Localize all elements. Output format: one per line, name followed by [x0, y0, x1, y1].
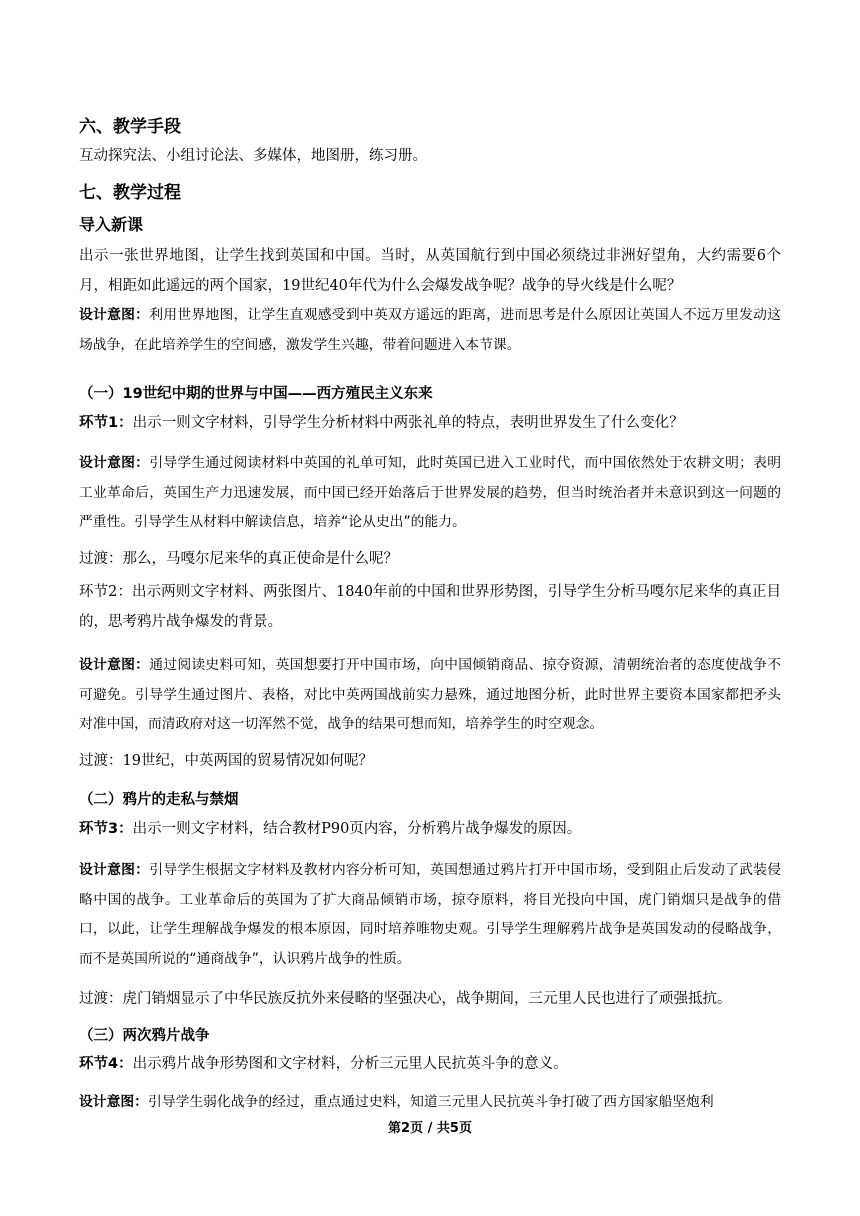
section-6-title: 六、教学手段: [79, 117, 181, 137]
design-text: 通过阅读史料可知，英国想要打开中国市场，向中国倾销商品、掠夺资源，清朝统治者的态度使战争不可避免。引导学生通过图片、表格，对比中英两国战前实力悬殊，通过地图分析，此时世界主要资本国家都把矛头对准中国，而清政府对这一切浑然不觉，战争的结果可想而知，培养学生的时空观念。: [79, 657, 782, 732]
step-3-paragraph: [79, 815, 781, 845]
step-text: 出示一则文字材料，引导学生分析材料中两张礼单的特点，表明世界发生了什么变化？: [132, 415, 684, 431]
transition-1: 过渡：那么，马嘎尔尼来华的真正使命是什么呢？: [79, 551, 398, 567]
design-text: 引导学生弱化战争的经过，重点通过史料，知道三元里人民抗英斗争打破了西方国家船坚炮利: [147, 1094, 714, 1110]
page-footer: 第2页 / 共5页: [388, 1121, 472, 1136]
step-3-design-paragraph: [79, 856, 781, 974]
step-1-design-paragraph: [79, 449, 781, 538]
design-label: 设计意图：: [79, 455, 150, 471]
step-label: 环节3：: [79, 821, 133, 837]
design-label: 设计意图：: [79, 862, 150, 878]
design-label: 设计意图：: [79, 1094, 148, 1110]
part-3-title: （三）两次鸦片战争: [79, 1028, 210, 1044]
design-label: 设计意图：: [79, 657, 150, 673]
section-7-title: 七、教学过程: [79, 183, 181, 203]
section-6-text: 互动探究法、小组讨论法、多媒体，地图册，练习册。: [79, 148, 427, 164]
intro-design-paragraph: [79, 301, 781, 360]
design-text: 引导学生通过阅读材料中英国的礼单可知，此时英国已进入工业时代，而中国依然处于农耕文明；表明工业革命后，英国生产力迅速发展，而中国已经开始落后于世界发展的趋势，但当时统治者并未意识到这一问题的严重性。引导学生从材料中解读信息，培养“论从史出”的能力。: [79, 455, 782, 530]
part-2-title: （二）鸦片的走私与禁烟: [79, 792, 239, 808]
part-1-title: （一）19世纪中期的世界与中国——西方殖民主义东来: [79, 386, 433, 402]
intro-title: 导入新课: [79, 215, 144, 234]
document-page: [79, 0, 781, 1216]
design-text: 引导学生根据文字材料及教材内容分析可知，英国想通过鸦片打开中国市场，受到阻止后发动了武装侵略中国的战争。工业革命后的英国为了扩大商品倾销市场，掠夺原料，将目光投向中国，虎门销烟只是战争的借口，以此，让学生理解战争爆发的根本原因，同时培养唯物史观。引导学生理解鸦片战争是英国发动的侵略战争，而不是英国所说的“通商战争”，认识鸦片战争的性质。: [79, 862, 782, 967]
step-label: 环节1：: [79, 415, 133, 431]
design-text: 利用世界地图，让学生直观感受到中英双方遥远的距离，进而思考是什么原因让英国人不远万里发动这场战争，在此培养学生的空间感，激发学生兴趣，带着问题进入本节课。: [79, 307, 782, 353]
design-label: 设计意图：: [79, 307, 150, 323]
intro-text: 出示一张世界地图，让学生找到英国和中国。当时，从英国航行到中国必须绕过非洲好望角，大约需要6个月，相距如此遥远的两个国家，19世纪40年代为什么会爆发战争呢？战争的导火线是什么呢？: [79, 248, 781, 294]
transition-2: 过渡：19世纪，中英两国的贸易情况如何呢？: [79, 753, 373, 769]
step-4-design-paragraph: [79, 1088, 781, 1118]
transition-3: 过渡：虎门销烟显示了中华民族反抗外来侵略的坚强决心，战争期间，三元里人民也进行了顽强抵抗。: [79, 991, 732, 1007]
step-2-design-paragraph: [79, 651, 781, 740]
step-text: 出示一则文字材料，结合教材P90页内容，分析鸦片战争爆发的原因。: [132, 821, 582, 837]
step-label: 环节4：: [79, 1056, 133, 1072]
step-text: 出示鸦片战争形势图和文字材料，分析三元里人民抗英斗争的意义。: [132, 1056, 568, 1072]
step-4-paragraph: [79, 1050, 781, 1080]
step-1-paragraph: [79, 409, 781, 439]
step-2-paragraph: 环节2：出示两则文字材料、两张图片、1840年前的中国和世界形势图，引导学生分析马嘎尔尼来华的真正目的，思考鸦片战争爆发的背景。: [79, 584, 781, 630]
